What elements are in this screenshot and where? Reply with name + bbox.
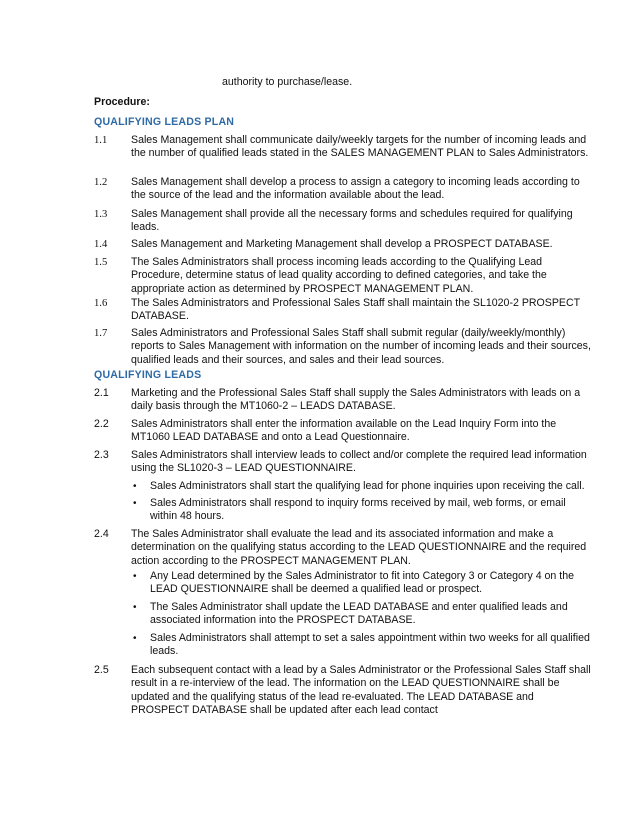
item-number: 1.5: [94, 257, 108, 268]
bullet-text: Sales Administrators shall start the qualifying lead for phone inquiries upon receiving the call.: [150, 480, 585, 492]
bullet-text: Sales Administrators shall respond to inquiry forms received by mail, web forms, or email within 48 hours.: [150, 497, 566, 523]
bullet-text: Any Lead determined by the Sales Administrator to fit into Category 3 or Category 4 on the LEAD QUESTIONNAIRE shall be deemed a qualified lead or prospect.: [150, 570, 574, 596]
item-number: 2.5: [94, 664, 109, 676]
item-number: 1.2: [94, 177, 108, 188]
item-text: Sales Management shall communicate daily/weekly targets for the number of incoming leads and the number of qualified leads stated in the SALES MANAGEMENT PLAN to Sales Administrators.: [131, 134, 589, 160]
item-text: Sales Management and Marketing Management shall develop a PROSPECT DATABASE.: [131, 238, 553, 250]
item-text: Sales Management shall develop a process to assign a category to incoming leads according to the source of the lead and the information available about the lead.: [131, 176, 580, 202]
item-text: The Sales Administrator shall evaluate the lead and its associated information and make a determination on the qualifying status according to the LEAD QUESTIONNAIRE and the required action according to the PROSPECT MANAGEMENT PLAN.: [131, 528, 587, 567]
bullet-icon: •: [133, 481, 137, 492]
bullet-icon: •: [133, 633, 137, 644]
section-heading-qualifying-leads: QUALIFYING LEADS: [94, 369, 202, 381]
bullet-text: Sales Administrators shall attempt to set a sales appointment within two weeks for all qualified leads.: [150, 632, 590, 658]
item-text: The Sales Administrators shall process incoming leads according to the Qualifying Lead Procedure, determine status of lead quality according to defined categories, and take the appropriate action as determined by PROSPECT MANAGEMENT PLAN.: [131, 256, 547, 295]
item-number: 2.4: [94, 528, 109, 540]
item-number: 1.3: [94, 209, 108, 220]
item-text: Each subsequent contact with a lead by a Sales Administrator or the Professional Sales Staff shall result in a re-interview of the lead. The information on the LEAD QUESTIONNAIRE shall be updated and the qualifying status of the lead re-evaluated. The LEAD DATABASE and PROSPECT DATABASE shall be updated after each lead contact: [131, 664, 591, 717]
item-text: Sales Management shall provide all the necessary forms and schedules required for qualifying leads.: [131, 208, 573, 234]
item-text: Sales Administrators shall interview leads to collect and/or complete the required lead information using the SL1020-3 – LEAD QUESTIONNAIRE.: [131, 449, 587, 475]
bullet-icon: •: [133, 571, 137, 582]
item-number: 2.3: [94, 449, 109, 461]
bullet-icon: •: [133, 602, 137, 613]
bullet-icon: •: [133, 498, 137, 509]
item-text: Marketing and the Professional Sales Staff shall supply the Sales Administrators with leads on a daily basis through the MT1060-2 – LEADS DATABASE.: [131, 387, 581, 413]
item-text: The Sales Administrators and Professional Sales Staff shall maintain the SL1020-2 PROSPECT DATABASE.: [131, 297, 580, 323]
procedure-label: Procedure:: [94, 96, 150, 108]
item-text: Sales Administrators and Professional Sales Staff shall submit regular (daily/weekly/monthly) reports to Sales Management with information on the number of incoming leads and their sources, qualified leads and their sources, and sales and their lead sources.: [131, 327, 591, 366]
bullet-text: The Sales Administrator shall update the LEAD DATABASE and enter qualified leads and associated information into the PROSPECT DATABASE.: [150, 601, 568, 627]
item-number: 1.4: [94, 239, 108, 250]
item-number: 2.1: [94, 387, 109, 399]
item-number: 1.6: [94, 298, 108, 309]
item-number: 2.2: [94, 418, 109, 430]
section-heading-qualifying-leads-plan: QUALIFYING LEADS PLAN: [94, 116, 235, 128]
item-text: Sales Administrators shall enter the information available on the Lead Inquiry Form into the MT1060 LEAD DATABASE and onto a Lead Questionnaire.: [131, 418, 557, 444]
item-number: 1.7: [94, 328, 108, 339]
carry-over-line: authority to purchase/lease.: [222, 76, 353, 88]
item-number: 1.1: [94, 135, 108, 146]
